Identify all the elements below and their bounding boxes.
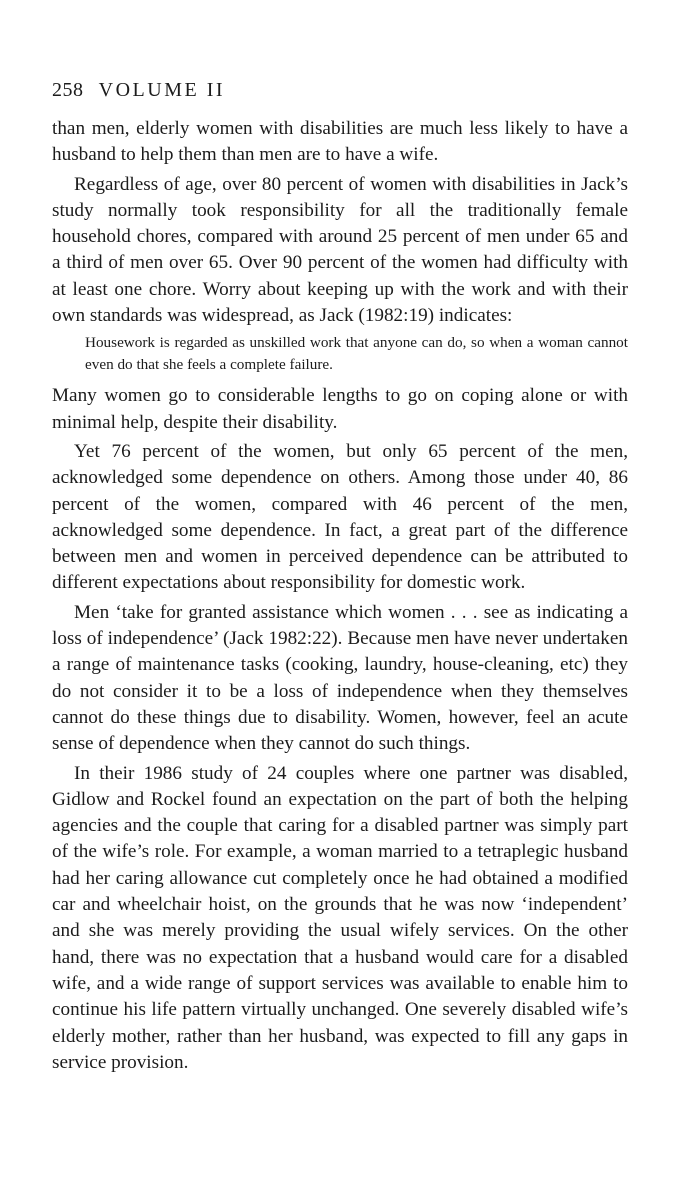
running-title: VOLUME II [98, 79, 226, 101]
paragraph-gidlow-rockel-study: In their 1986 study of 24 couples where one partner was disabled, Gidlow and Rockel found an expectation on the part of both the helping agencies and the couple that caring for a disabled partner was simply part of the wife’s role. For example, a woman married to a tetraplegic husband had her caring allowance cut completely once he had obtained a modified car and wheelchair hoist, on the grounds that he was now ‘independent’ and she was merely providing the usual wifely services. On the other hand, there was no expectation that a husband would care for a disabled wife, and a wide range of support services was available to enable him to continue his life pattern virtually unchanged. One severely disabled wife’s elderly mother, rather than her husband, was expected to fill any gaps in service provision. [52, 762, 628, 1073]
block-quote: Housework is regarded as unskilled work that anyone can do, so when a woman cannot even do that she feels a complete failure. [85, 334, 628, 373]
running-header [52, 78, 628, 102]
paragraph-continuation: than men, elderly women with disabilities are much less likely to have a husband to help them than men are to have a wife. [52, 118, 628, 166]
paragraph-dependence: Yet 76 percent of the women, but only 65 percent of the men, acknowledged some dependence on others. Among those under 40, 86 percent of the women, compared with 46 percent of the men, acknowledged some dependence. In fact, a great part of the difference between men and women in perceived dependence can be attributed to different expectations about responsibility for domestic work. [52, 440, 628, 594]
paragraph-coping-alone: Many women go to considerable lengths to go on coping alone or with minimal help, despite their disability. [52, 385, 628, 433]
paragraph-men-assistance: Men ‘take for granted assistance which women . . . see as indicating a loss of independence’ (Jack 1982:22). Because men have never undertaken a range of maintenance tasks (cooking, laundry, house-cleaning, etc) they do not consider it to be a loss of independence when they themselves cannot do these things due to disability. Women, however, feel an acute sense of dependence when they cannot do such things. [52, 601, 628, 755]
book-page [52, 78, 628, 1079]
page-number: 258 [52, 79, 84, 101]
paragraph-household-chores: Regardless of age, over 80 percent of women with disabilities in Jack’s study normally took responsibility for all the traditionally female household chores, compared with around 25 percent of men under 65 and a third of men over 65. Over 90 percent of the women had difficulty with at least one chore. Worry about keeping up with the work and with their own standards was widespread, as Jack (1982:19) indicates: [52, 173, 628, 327]
